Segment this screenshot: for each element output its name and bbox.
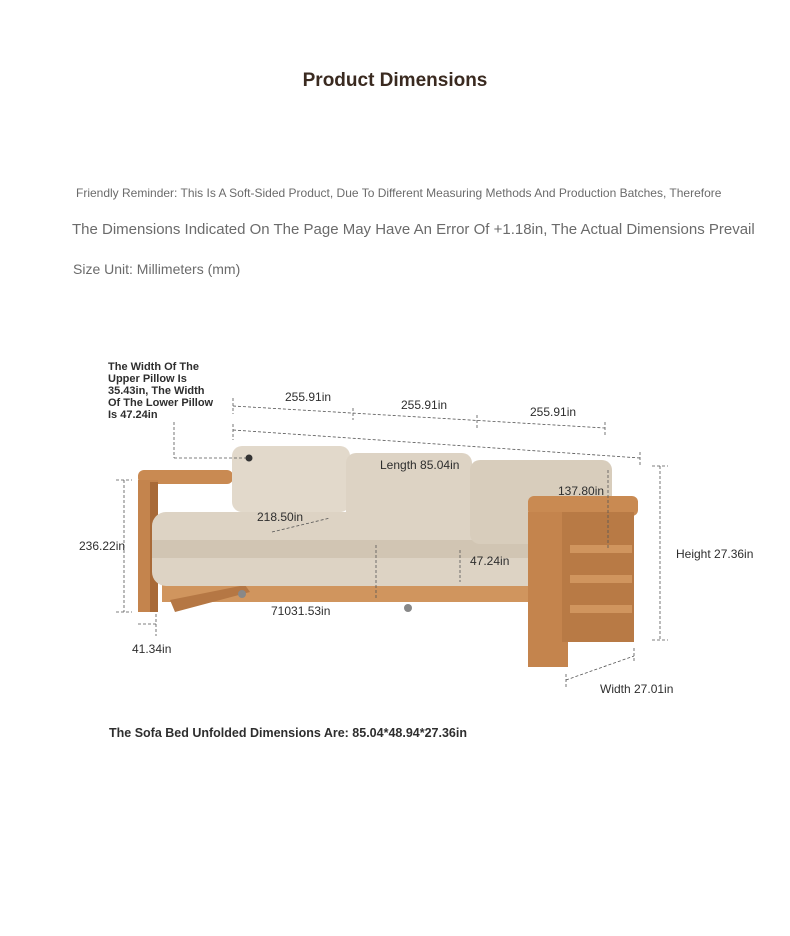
friendly-reminder-text: Friendly Reminder: This Is A Soft-Sided Product, Due To Different Measuring Methods And Production Batches, Therefore xyxy=(76,186,722,200)
unfolded-dimensions-text: The Sofa Bed Unfolded Dimensions Are: 85.04*48.94*27.36in xyxy=(109,726,467,740)
caster-left xyxy=(238,590,246,598)
leg-width-label: 41.34in xyxy=(132,642,172,656)
seat-depth-label: 218.50in xyxy=(257,510,304,524)
width-label: Width 27.01in xyxy=(600,682,674,696)
cushion-width-2: 255.91in xyxy=(401,398,448,412)
seat-height-label: 47.24in xyxy=(470,554,510,568)
height-label: Height 27.36in xyxy=(676,547,754,561)
dimension-error-text: The Dimensions Indicated On The Page May Have An Error Of +1.18in, The Actual Dimensions Prevail xyxy=(72,221,755,238)
size-unit-text: Size Unit: Millimeters (mm) xyxy=(73,261,241,277)
cushion-width-3: 255.91in xyxy=(530,405,577,419)
cushion-width-1: 255.91in xyxy=(285,390,332,404)
page-title: Product Dimensions xyxy=(302,70,488,91)
back-height-label: 137.80in xyxy=(558,484,605,498)
caster-middle xyxy=(404,604,412,612)
base-length-label: 71031.53in xyxy=(271,604,331,618)
pillow-marker-dot xyxy=(246,455,253,462)
arm-height-label: 236.22in xyxy=(79,539,126,553)
pillow-width-note: The Width Of The Upper Pillow Is 35.43in, The Width Of The Lower Pillow Is 47.24in xyxy=(108,361,214,421)
length-label: Length 85.04in xyxy=(380,458,460,472)
